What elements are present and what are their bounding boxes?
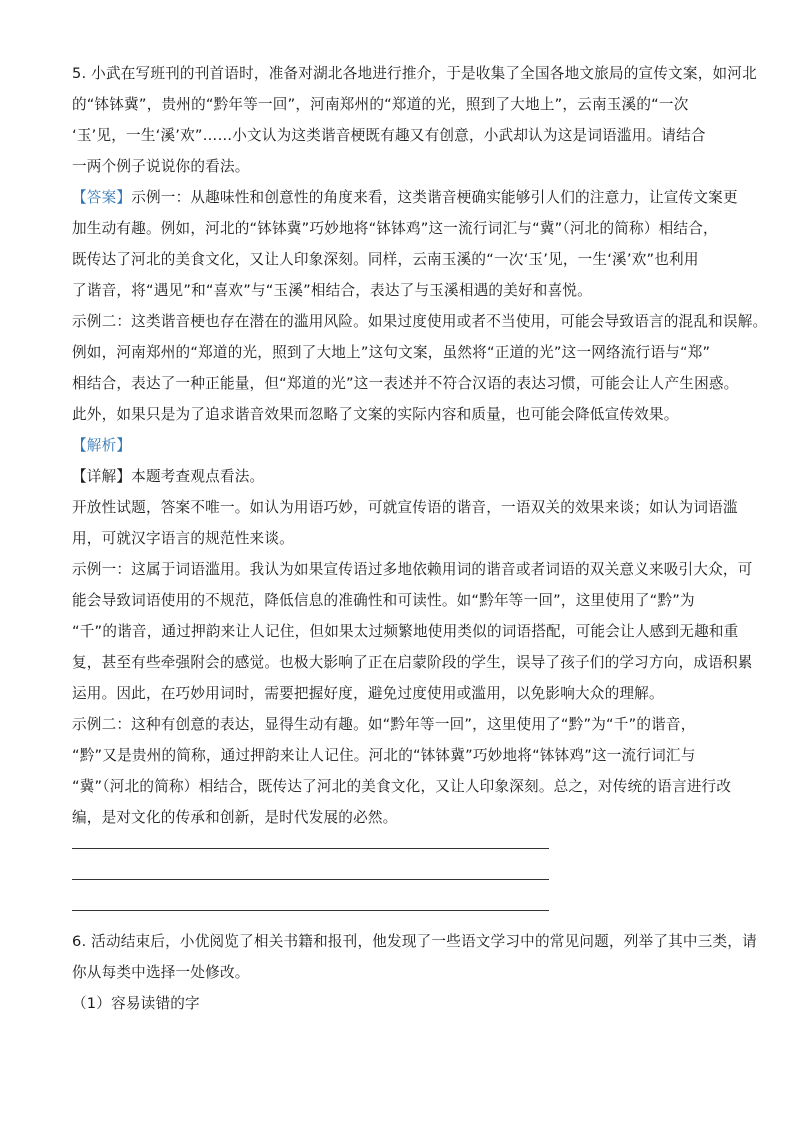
answer-line-1 [72,182,738,213]
blank-answer-line [72,895,732,926]
answer-line-6: 例如，河南郑州的“郑道的光，照到了大地上”这句文案，虽然将“正道的光”这一网络流行语与“郑” [72,344,711,361]
question-5-line-2: 的“钵钵冀”，贵州的“黔年等一回”，河南郑州的“郑道的光，照到了大地上”，云南玉溪的“一次 [72,96,689,113]
answer-line-3: 既传达了河北的美食文化，又让人印象深刻。同样，云南玉溪的“一次‘玉’见，一生‘溪’欢”也利用 [72,251,699,268]
detail-line-7: 复，甚至有些牵强附会的感觉。也极大影响了正在启蒙阶段的学生，误导了孩子们的学习方向，成语积累 [72,654,753,671]
question-6-line-1: 6. 活动结束后，小优阅览了相关书籍和报刊，他发现了一些语文学习中的常见问题，列举了其中三类，请 [72,933,757,950]
question-5-line-1: 5. 小武在写班刊的刊首语时，准备对湖北各地进行推介，于是收集了全国各地文旅局的宣传文案，如河北 [72,65,757,82]
answer-line-2: 加生动有趣。例如，河北的“钵钵冀”巧妙地将“钵钵鸡”这一流行词汇与“冀”（河北的简称）相结合， [72,220,718,237]
question-6 [72,926,757,1019]
answer-line-8: 此外，如果只是为了追求谐音效果而忽略了文案的实际内容和质量，也可能会降低宣传效果。 [72,406,679,423]
question-5-line-4: 一两个例子说说你的看法。 [72,158,250,175]
detail-line-8: 运用。因此，在巧妙用词时，需要把握好度，避免过度使用或滥用，以免影响大众的理解。 [72,685,664,702]
detail-line-9: 示例二：这种有创意的表达，显得生动有趣。如“黔年等一回”，这里使用了“黔”为“千”的谐音， [72,716,696,733]
answer-lines [72,833,732,926]
detail-section [72,461,753,833]
answer-section [72,182,768,430]
detail-line-3: 用，可就汉字语言的规范性来谈。 [72,530,294,547]
answer-line-5: 示例二：这类谐音梗也存在潜在的滥用风险。如果过度使用或者不当使用，可能会导致语言的混乱和误解。 [72,313,768,330]
blank-answer-line [72,833,732,864]
detail-line-11: “冀”（河北的简称）相结合，既传达了河北的美食文化，又让人印象深刻。总之，对传统的语言进行改 [72,778,732,795]
detail-line-6: “千”的谐音，通过押韵来让人记住，但如果太过频繁地使用类似的词语搭配，可能会让人感到无趣和重 [72,623,739,640]
question-6-line-2: 你从每类中选择一处修改。 [72,964,250,981]
analysis-tag: 【解析】 [72,437,132,454]
detail-line-10: “黔”又是贵州的简称，通过押韵来让人记住。河北的“钵钵冀”巧妙地将“钵钵鸡”这一流行词汇与 [72,747,696,764]
answer-tag: 【答案】 [72,189,132,206]
question-5-line-3: ‘玉’见，一生‘溪’欢”……小文认为这类谐音梗既有趣又有创意，小武却认为这是词语滥用。请结合 [72,127,706,144]
answer-line-7: 相结合，表达了一种正能量，但“郑道的光”这一表述并不符合汉语的表达习惯，可能会让人产生困惑。 [72,375,739,392]
analysis-heading [72,430,732,461]
detail-line-2: 开放性试题，答案不唯一。如认为用语巧妙，可就宣传语的谐音，一语双关的效果来谈；如认为词语滥 [72,499,738,516]
blank-answer-line [72,864,732,895]
document-page [72,58,768,1019]
question-5 [72,58,757,182]
detail-line-12: 编，是对文化的传承和创新，是时代发展的必然。 [72,809,398,826]
answer-line-4: 了谐音，将“遇见”和“喜欢”与“玉溪”相结合，表达了与玉溪相遇的美好和喜悦。 [72,282,592,299]
answer-line-1-text: 示例一：从趣味性和创意性的角度来看，这类谐音梗确实能够引人们的注意力，让宣传文案更 [131,189,738,206]
detail-line-4: 示例一：这属于词语滥用。我认为如果宣传语过多地依赖用词的谐音或者词语的双关意义来吸引大众，可 [72,561,753,578]
question-6-subitem-1: （1）容易读错的字 [72,995,200,1012]
detail-line-1: 【详解】本题考查观点看法。 [72,468,265,485]
detail-line-5: 能会导致词语使用的不规范，降低信息的准确性和可读性。如“黔年等一回”，这里使用了“黔”为 [72,592,695,609]
